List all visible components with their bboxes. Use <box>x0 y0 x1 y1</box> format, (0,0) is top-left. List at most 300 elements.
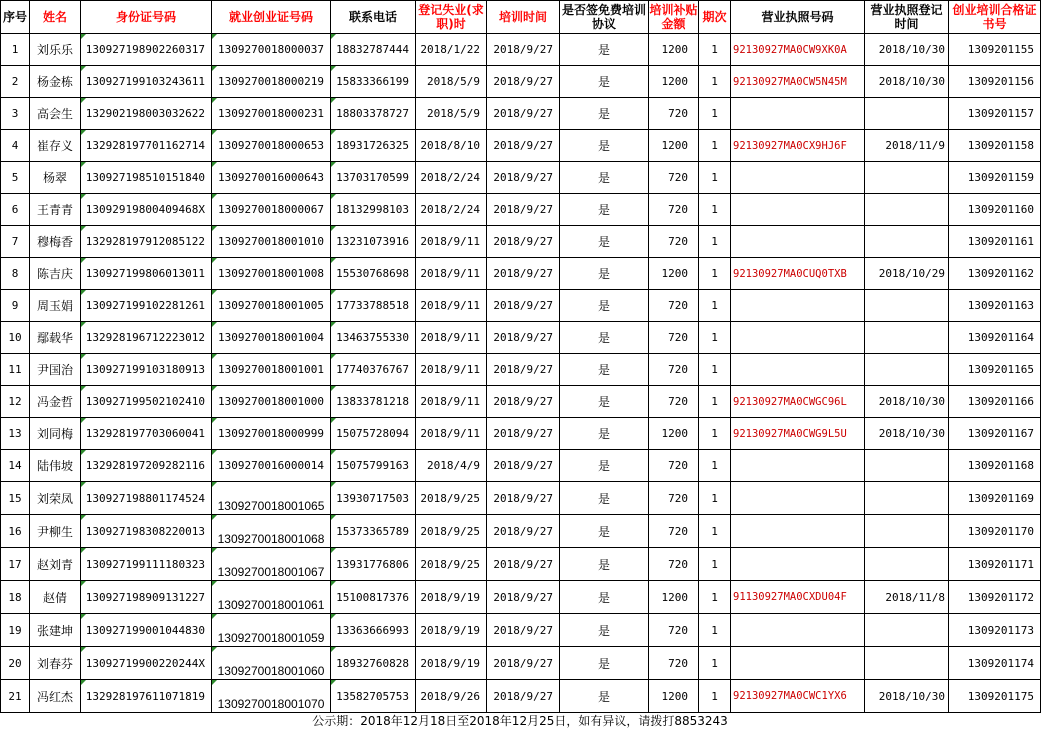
table-row <box>1 548 1041 581</box>
row-license-number: 92130927MA0CW9XK0A <box>731 34 865 66</box>
row-name: 刘荣凤 <box>30 482 81 515</box>
row-training-cert: 1309201160 <box>949 194 1041 226</box>
row-seq: 7 <box>1 226 30 258</box>
row-phone: 17740376767 <box>331 354 416 386</box>
row-seq: 8 <box>1 258 30 290</box>
row-id-number: 130927199111180323 <box>81 548 212 581</box>
row-training-date: 2018/9/27 <box>487 130 560 162</box>
row-subsidy-amount: 720 <box>649 194 699 226</box>
row-period: 1 <box>699 515 731 548</box>
row-license-number <box>731 450 865 482</box>
row-training-cert: 1309201166 <box>949 386 1041 418</box>
row-name: 赵刘青 <box>30 548 81 581</box>
row-agreement: 是 <box>560 162 649 194</box>
row-license-number <box>731 482 865 515</box>
row-license-date <box>865 226 949 258</box>
row-agreement: 是 <box>560 614 649 647</box>
row-period: 1 <box>699 354 731 386</box>
header-subsidy-amount: 培训补贴金额 <box>649 1 699 34</box>
row-phone: 18803378727 <box>331 98 416 130</box>
row-subsidy-amount: 720 <box>649 322 699 354</box>
row-agreement: 是 <box>560 482 649 515</box>
row-subsidy-amount: 720 <box>649 515 699 548</box>
row-license-date: 2018/11/8 <box>865 581 949 614</box>
row-license-date <box>865 162 949 194</box>
row-registration-date: 2018/9/11 <box>416 322 487 354</box>
row-seq: 10 <box>1 322 30 354</box>
row-subsidy-amount: 720 <box>649 647 699 680</box>
row-id-number: 132928197209282116 <box>81 450 212 482</box>
row-registration-date: 2018/5/9 <box>416 98 487 130</box>
row-subsidy-amount: 720 <box>649 290 699 322</box>
row-license-number: 92130927MA0CWG9L5U <box>731 418 865 450</box>
row-phone: 13833781218 <box>331 386 416 418</box>
row-registration-date: 2018/2/24 <box>416 194 487 226</box>
row-period: 1 <box>699 66 731 98</box>
row-employment-cert: 1309270018000037 <box>212 34 331 66</box>
row-id-number: 130927198308220013 <box>81 515 212 548</box>
row-training-date: 2018/9/27 <box>487 548 560 581</box>
row-agreement: 是 <box>560 354 649 386</box>
row-seq: 12 <box>1 386 30 418</box>
row-period: 1 <box>699 226 731 258</box>
row-name: 刘乐乐 <box>30 34 81 66</box>
table-row <box>1 130 1041 162</box>
row-seq: 18 <box>1 581 30 614</box>
row-name: 冯红杰 <box>30 680 81 713</box>
row-agreement: 是 <box>560 647 649 680</box>
row-license-date: 2018/10/29 <box>865 258 949 290</box>
row-training-date: 2018/9/27 <box>487 482 560 515</box>
row-license-date: 2018/11/9 <box>865 130 949 162</box>
row-employment-cert: 1309270018000219 <box>212 66 331 98</box>
row-license-number <box>731 647 865 680</box>
row-training-cert: 1309201175 <box>949 680 1041 713</box>
row-phone: 15373365789 <box>331 515 416 548</box>
row-training-date: 2018/9/27 <box>487 680 560 713</box>
table-row <box>1 226 1041 258</box>
row-phone: 18132998103 <box>331 194 416 226</box>
row-license-number <box>731 162 865 194</box>
row-license-date <box>865 482 949 515</box>
row-agreement: 是 <box>560 194 649 226</box>
row-name: 陆伟坡 <box>30 450 81 482</box>
row-period: 1 <box>699 386 731 418</box>
header-training-cert: 创业培训合格证书号 <box>949 1 1041 34</box>
row-period: 1 <box>699 680 731 713</box>
row-license-date <box>865 194 949 226</box>
header-license-date: 营业执照登记时间 <box>865 1 949 34</box>
row-license-date <box>865 322 949 354</box>
row-training-date: 2018/9/27 <box>487 647 560 680</box>
row-registration-date: 2018/9/19 <box>416 581 487 614</box>
row-training-date: 2018/9/27 <box>487 34 560 66</box>
row-subsidy-amount: 720 <box>649 226 699 258</box>
row-id-number: 130927198909131227 <box>81 581 212 614</box>
public-notice: 公示期：2018年12月18日至2018年12月25日，如有异议，请拨打8853243 <box>312 714 728 728</box>
row-employment-cert: 1309270018001061 <box>212 581 331 614</box>
row-period: 1 <box>699 162 731 194</box>
row-period: 1 <box>699 581 731 614</box>
row-employment-cert: 1309270018000067 <box>212 194 331 226</box>
header-phone: 联系电话 <box>331 1 416 34</box>
row-seq: 4 <box>1 130 30 162</box>
row-id-number: 130927199806013011 <box>81 258 212 290</box>
row-training-cert: 1309201157 <box>949 98 1041 130</box>
row-subsidy-amount: 720 <box>649 450 699 482</box>
row-employment-cert: 1309270018001060 <box>212 647 331 680</box>
row-agreement: 是 <box>560 515 649 548</box>
row-registration-date: 2018/9/11 <box>416 226 487 258</box>
row-subsidy-amount: 1200 <box>649 130 699 162</box>
row-subsidy-amount: 720 <box>649 548 699 581</box>
row-training-cert: 1309201159 <box>949 162 1041 194</box>
row-training-date: 2018/9/27 <box>487 322 560 354</box>
row-id-number: 132928197701162714 <box>81 130 212 162</box>
row-license-date <box>865 647 949 680</box>
row-id-number: 13092919800409468X <box>81 194 212 226</box>
row-subsidy-amount: 720 <box>649 614 699 647</box>
row-period: 1 <box>699 548 731 581</box>
row-training-cert: 1309201164 <box>949 322 1041 354</box>
row-name: 赵倩 <box>30 581 81 614</box>
row-registration-date: 2018/4/9 <box>416 450 487 482</box>
row-name: 周玉娟 <box>30 290 81 322</box>
row-employment-cert: 1309270018000653 <box>212 130 331 162</box>
row-training-cert: 1309201156 <box>949 66 1041 98</box>
row-phone: 15075799163 <box>331 450 416 482</box>
row-training-date: 2018/9/27 <box>487 418 560 450</box>
row-employment-cert: 1309270016000014 <box>212 450 331 482</box>
row-employment-cert: 1309270018001008 <box>212 258 331 290</box>
row-license-number <box>731 322 865 354</box>
table-row <box>1 418 1041 450</box>
row-seq: 21 <box>1 680 30 713</box>
row-license-date <box>865 354 949 386</box>
row-agreement: 是 <box>560 386 649 418</box>
row-license-date: 2018/10/30 <box>865 34 949 66</box>
row-period: 1 <box>699 290 731 322</box>
row-seq: 19 <box>1 614 30 647</box>
row-license-date <box>865 614 949 647</box>
row-license-date: 2018/10/30 <box>865 386 949 418</box>
row-registration-date: 2018/2/24 <box>416 162 487 194</box>
row-employment-cert: 1309270018000231 <box>212 98 331 130</box>
row-license-number <box>731 614 865 647</box>
row-seq: 13 <box>1 418 30 450</box>
row-license-number <box>731 354 865 386</box>
row-employment-cert: 1309270018000999 <box>212 418 331 450</box>
header-seq: 序号 <box>1 1 30 34</box>
row-seq: 14 <box>1 450 30 482</box>
row-registration-date: 2018/9/25 <box>416 515 487 548</box>
row-license-number: 91130927MA0CXDU04F <box>731 581 865 614</box>
row-registration-date: 2018/5/9 <box>416 66 487 98</box>
row-license-number <box>731 290 865 322</box>
table-body <box>1 34 1041 713</box>
row-license-number: 92130927MA0CWC1YX6 <box>731 680 865 713</box>
row-training-date: 2018/9/27 <box>487 66 560 98</box>
table-row <box>1 98 1041 130</box>
row-name: 张建坤 <box>30 614 81 647</box>
row-training-cert: 1309201169 <box>949 482 1041 515</box>
row-seq: 11 <box>1 354 30 386</box>
row-agreement: 是 <box>560 130 649 162</box>
row-period: 1 <box>699 322 731 354</box>
row-training-date: 2018/9/27 <box>487 226 560 258</box>
row-name: 尹国治 <box>30 354 81 386</box>
row-name: 杨翠 <box>30 162 81 194</box>
row-employment-cert: 1309270018001005 <box>212 290 331 322</box>
row-license-number: 92130927MA0CUQ0TXB <box>731 258 865 290</box>
header-license-number: 营业执照号码 <box>731 1 865 34</box>
row-subsidy-amount: 1200 <box>649 66 699 98</box>
row-employment-cert: 1309270018001000 <box>212 386 331 418</box>
row-registration-date: 2018/1/22 <box>416 34 487 66</box>
row-employment-cert: 1309270016000643 <box>212 162 331 194</box>
row-agreement: 是 <box>560 98 649 130</box>
row-license-date: 2018/10/30 <box>865 66 949 98</box>
row-id-number: 130927199001044830 <box>81 614 212 647</box>
row-period: 1 <box>699 647 731 680</box>
row-name: 崔存义 <box>30 130 81 162</box>
row-subsidy-amount: 720 <box>649 386 699 418</box>
row-period: 1 <box>699 194 731 226</box>
row-license-date <box>865 290 949 322</box>
row-training-cert: 1309201158 <box>949 130 1041 162</box>
row-phone: 15833366199 <box>331 66 416 98</box>
header-name: 姓名 <box>30 1 81 34</box>
row-period: 1 <box>699 258 731 290</box>
row-subsidy-amount: 720 <box>649 354 699 386</box>
row-training-cert: 1309201165 <box>949 354 1041 386</box>
row-training-date: 2018/9/27 <box>487 614 560 647</box>
row-employment-cert: 1309270018001070 <box>212 680 331 713</box>
table-row <box>1 354 1041 386</box>
row-id-number: 132902198003032622 <box>81 98 212 130</box>
row-phone: 18832787444 <box>331 34 416 66</box>
row-training-date: 2018/9/27 <box>487 258 560 290</box>
row-id-number: 132928197703060041 <box>81 418 212 450</box>
row-name: 冯金哲 <box>30 386 81 418</box>
row-registration-date: 2018/9/25 <box>416 548 487 581</box>
row-license-date <box>865 450 949 482</box>
header-period: 期次 <box>699 1 731 34</box>
row-seq: 9 <box>1 290 30 322</box>
row-period: 1 <box>699 130 731 162</box>
row-employment-cert: 1309270018001059 <box>212 614 331 647</box>
row-license-number: 92130927MA0CW5N45M <box>731 66 865 98</box>
row-license-date: 2018/10/30 <box>865 418 949 450</box>
row-name: 刘春芬 <box>30 647 81 680</box>
row-subsidy-amount: 720 <box>649 482 699 515</box>
row-agreement: 是 <box>560 450 649 482</box>
row-name: 陈吉庆 <box>30 258 81 290</box>
row-agreement: 是 <box>560 258 649 290</box>
table-row <box>1 322 1041 354</box>
row-seq: 5 <box>1 162 30 194</box>
table-row <box>1 614 1041 647</box>
row-name: 高会生 <box>30 98 81 130</box>
row-registration-date: 2018/9/26 <box>416 680 487 713</box>
row-training-date: 2018/9/27 <box>487 162 560 194</box>
row-period: 1 <box>699 482 731 515</box>
table-row <box>1 482 1041 515</box>
row-employment-cert: 1309270018001065 <box>212 482 331 515</box>
row-period: 1 <box>699 450 731 482</box>
row-registration-date: 2018/9/11 <box>416 354 487 386</box>
row-license-number <box>731 194 865 226</box>
row-training-cert: 1309201155 <box>949 34 1041 66</box>
row-phone: 15075728094 <box>331 418 416 450</box>
row-registration-date: 2018/9/11 <box>416 290 487 322</box>
table-row <box>1 162 1041 194</box>
row-employment-cert: 1309270018001068 <box>212 515 331 548</box>
row-seq: 17 <box>1 548 30 581</box>
row-agreement: 是 <box>560 290 649 322</box>
row-license-date <box>865 98 949 130</box>
row-seq: 1 <box>1 34 30 66</box>
row-name: 尹柳生 <box>30 515 81 548</box>
row-name: 鄢载华 <box>30 322 81 354</box>
row-seq: 2 <box>1 66 30 98</box>
row-employment-cert: 1309270018001001 <box>212 354 331 386</box>
row-license-number <box>731 548 865 581</box>
row-training-cert: 1309201163 <box>949 290 1041 322</box>
row-name: 杨金栋 <box>30 66 81 98</box>
table-row <box>1 34 1041 66</box>
row-name: 穆梅香 <box>30 226 81 258</box>
row-seq: 20 <box>1 647 30 680</box>
row-training-cert: 1309201167 <box>949 418 1041 450</box>
row-training-date: 2018/9/27 <box>487 290 560 322</box>
row-phone: 13231073916 <box>331 226 416 258</box>
row-agreement: 是 <box>560 322 649 354</box>
row-subsidy-amount: 1200 <box>649 680 699 713</box>
header-registration-date: 登记失业(求职)时 <box>416 1 487 34</box>
row-subsidy-amount: 1200 <box>649 258 699 290</box>
row-registration-date: 2018/9/19 <box>416 647 487 680</box>
header-id-number: 身份证号码 <box>81 1 212 34</box>
row-training-cert: 1309201171 <box>949 548 1041 581</box>
row-registration-date: 2018/9/25 <box>416 482 487 515</box>
row-employment-cert: 1309270018001067 <box>212 548 331 581</box>
row-registration-date: 2018/9/11 <box>416 258 487 290</box>
row-name: 刘同梅 <box>30 418 81 450</box>
row-subsidy-amount: 1200 <box>649 418 699 450</box>
row-license-number <box>731 98 865 130</box>
row-period: 1 <box>699 614 731 647</box>
row-employment-cert: 1309270018001010 <box>212 226 331 258</box>
row-agreement: 是 <box>560 581 649 614</box>
row-seq: 15 <box>1 482 30 515</box>
row-agreement: 是 <box>560 548 649 581</box>
row-id-number: 132928196712223012 <box>81 322 212 354</box>
row-period: 1 <box>699 418 731 450</box>
row-agreement: 是 <box>560 418 649 450</box>
row-id-number: 132928197912085122 <box>81 226 212 258</box>
row-phone: 13582705753 <box>331 680 416 713</box>
row-training-cert: 1309201162 <box>949 258 1041 290</box>
row-phone: 13703170599 <box>331 162 416 194</box>
row-license-number: 92130927MA0CX9HJ6F <box>731 130 865 162</box>
row-license-number <box>731 226 865 258</box>
row-seq: 3 <box>1 98 30 130</box>
row-license-date <box>865 548 949 581</box>
row-seq: 16 <box>1 515 30 548</box>
row-phone: 13363666993 <box>331 614 416 647</box>
table-header <box>1 1 1041 34</box>
row-subsidy-amount: 720 <box>649 162 699 194</box>
row-training-cert: 1309201172 <box>949 581 1041 614</box>
table-row <box>1 515 1041 548</box>
header-agreement: 是否签免费培训协议 <box>560 1 649 34</box>
row-training-cert: 1309201170 <box>949 515 1041 548</box>
row-id-number: 130927199103180913 <box>81 354 212 386</box>
row-subsidy-amount: 1200 <box>649 581 699 614</box>
row-name: 王青青 <box>30 194 81 226</box>
row-registration-date: 2018/9/11 <box>416 386 487 418</box>
table-row <box>1 194 1041 226</box>
row-id-number: 130927198510151840 <box>81 162 212 194</box>
table-row <box>1 680 1041 713</box>
row-phone: 18931726325 <box>331 130 416 162</box>
row-seq: 6 <box>1 194 30 226</box>
table-row <box>1 581 1041 614</box>
table-row <box>1 647 1041 680</box>
row-id-number: 13092719900220244X <box>81 647 212 680</box>
row-phone: 13931776806 <box>331 548 416 581</box>
row-phone: 13463755330 <box>331 322 416 354</box>
row-license-number <box>731 515 865 548</box>
row-period: 1 <box>699 98 731 130</box>
row-phone: 17733788518 <box>331 290 416 322</box>
row-agreement: 是 <box>560 34 649 66</box>
row-agreement: 是 <box>560 226 649 258</box>
row-training-date: 2018/9/27 <box>487 98 560 130</box>
row-training-date: 2018/9/27 <box>487 386 560 418</box>
table-row <box>1 290 1041 322</box>
row-training-cert: 1309201161 <box>949 226 1041 258</box>
row-training-date: 2018/9/27 <box>487 581 560 614</box>
row-phone: 15100817376 <box>331 581 416 614</box>
row-id-number: 130927198902260317 <box>81 34 212 66</box>
table-row <box>1 66 1041 98</box>
row-period: 1 <box>699 34 731 66</box>
row-training-cert: 1309201173 <box>949 614 1041 647</box>
row-agreement: 是 <box>560 680 649 713</box>
row-registration-date: 2018/9/11 <box>416 418 487 450</box>
table-row <box>1 386 1041 418</box>
row-training-cert: 1309201168 <box>949 450 1041 482</box>
header-employment-cert: 就业创业证号码 <box>212 1 331 34</box>
row-phone: 18932760828 <box>331 647 416 680</box>
table-row <box>1 450 1041 482</box>
row-subsidy-amount: 720 <box>649 98 699 130</box>
row-employment-cert: 1309270018001004 <box>212 322 331 354</box>
row-phone: 13930717503 <box>331 482 416 515</box>
row-license-number: 92130927MA0CWGC96L <box>731 386 865 418</box>
row-id-number: 130927198801174524 <box>81 482 212 515</box>
row-agreement: 是 <box>560 66 649 98</box>
row-training-date: 2018/9/27 <box>487 354 560 386</box>
row-training-date: 2018/9/27 <box>487 194 560 226</box>
row-registration-date: 2018/9/19 <box>416 614 487 647</box>
row-id-number: 132928197611071819 <box>81 680 212 713</box>
row-license-date: 2018/10/30 <box>865 680 949 713</box>
row-id-number: 130927199502102410 <box>81 386 212 418</box>
row-training-cert: 1309201174 <box>949 647 1041 680</box>
